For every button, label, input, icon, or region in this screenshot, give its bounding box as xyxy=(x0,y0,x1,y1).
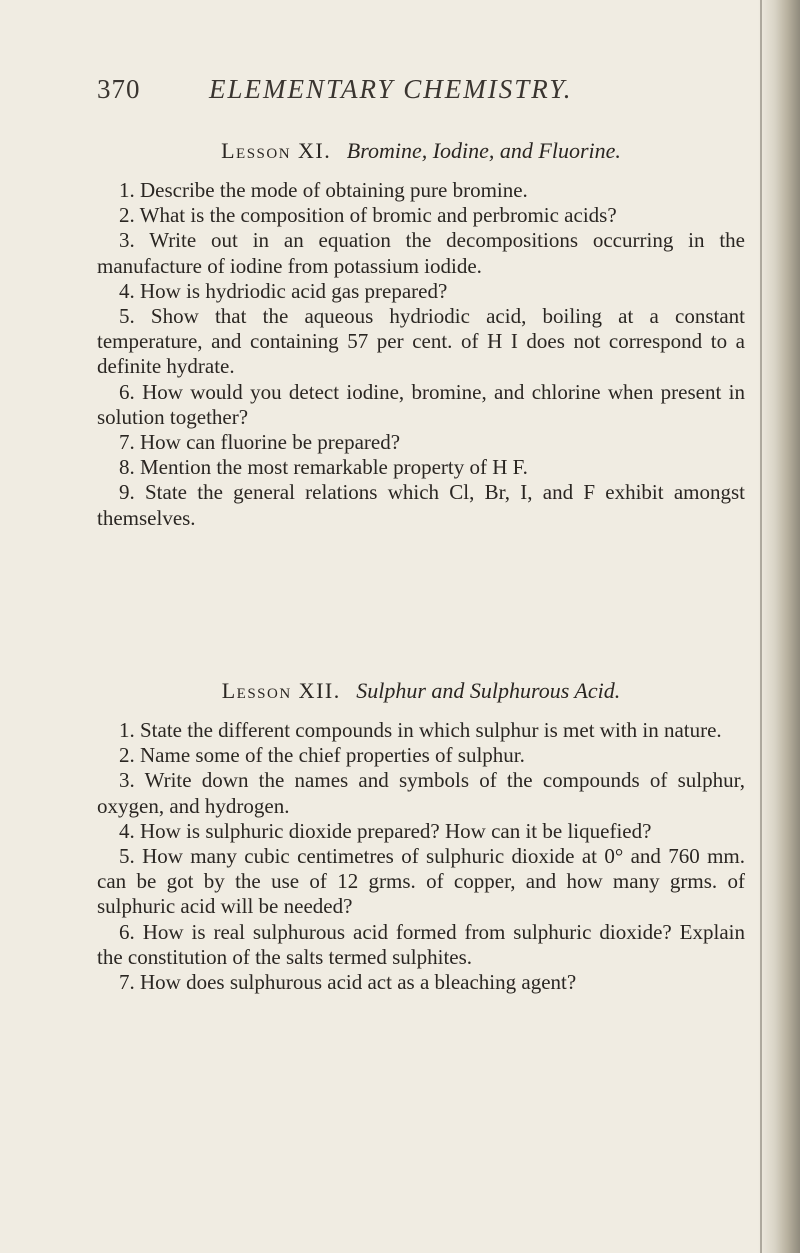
lesson-heading xyxy=(97,136,745,166)
question-item: 1. State the different compounds in which sulphur is met with in nature. xyxy=(119,718,722,742)
question-item: 4. How is hydriodic acid gas prepared? xyxy=(119,278,448,303)
question-item: 2. Name some of the chief properties of sulphur. xyxy=(119,743,525,768)
lesson-section xyxy=(97,676,745,995)
question-item: 6. How is real sulphurous acid formed from sulphuric dioxide? Explain the constitution of the salts termed sulphites. xyxy=(97,919,745,969)
question-item: 7. How can fluorine be prepared? xyxy=(119,430,401,455)
question-item: 5. How many cubic centimetres of sulphuric dioxide at 0° and 760 mm. can be got by the use of 12 grms. of copper, and how many grms. of sulphuric acid will be needed? xyxy=(97,844,745,919)
page-number: 370 xyxy=(97,74,141,104)
question-item: 3. Write out in an equation the decompositions occurring in the manufacture of iodine from potassium iodide. xyxy=(97,228,745,278)
page-binding-edge xyxy=(758,0,800,1253)
lesson-label: Lesson XII. xyxy=(221,678,341,703)
lesson-heading xyxy=(97,676,745,706)
question-item: 1. Describe the mode of obtaining pure bromine. xyxy=(119,178,528,202)
running-title: ELEMENTARY CHEMISTRY. xyxy=(209,74,573,104)
question-item: 4. How is sulphuric dioxide prepared? How can it be liquefied? xyxy=(119,818,652,843)
lesson-subject: Bromine, Iodine, and Fluorine. xyxy=(346,138,621,163)
question-item: 6. How would you detect iodine, bromine, and chlorine when present in solution together? xyxy=(97,379,745,429)
lesson-label: Lesson XI. xyxy=(221,138,332,163)
page-binding-line xyxy=(760,0,762,1253)
lesson-section xyxy=(97,136,745,531)
question-item: 5. Show that the aqueous hydriodic acid, boiling at a constant temperature, and containing 57 per cent. of H I does not correspond to a definite hydrate. xyxy=(97,304,745,379)
question-item: 9. State the general relations which Cl, Br, I, and F exhibit amongst themselves. xyxy=(97,480,745,530)
question-item: 3. Write down the names and symbols of the compounds of sulphur, oxygen, and hydrogen. xyxy=(97,768,745,818)
lesson-subject: Sulphur and Sulphurous Acid. xyxy=(356,678,621,703)
question-item: 7. How does sulphurous acid act as a bleaching agent? xyxy=(119,970,577,995)
question-item: 2. What is the composition of bromic and perbromic acids? xyxy=(119,203,617,228)
question-item: 8. Mention the most remarkable property of H F. xyxy=(119,455,528,480)
running-header xyxy=(97,74,717,105)
